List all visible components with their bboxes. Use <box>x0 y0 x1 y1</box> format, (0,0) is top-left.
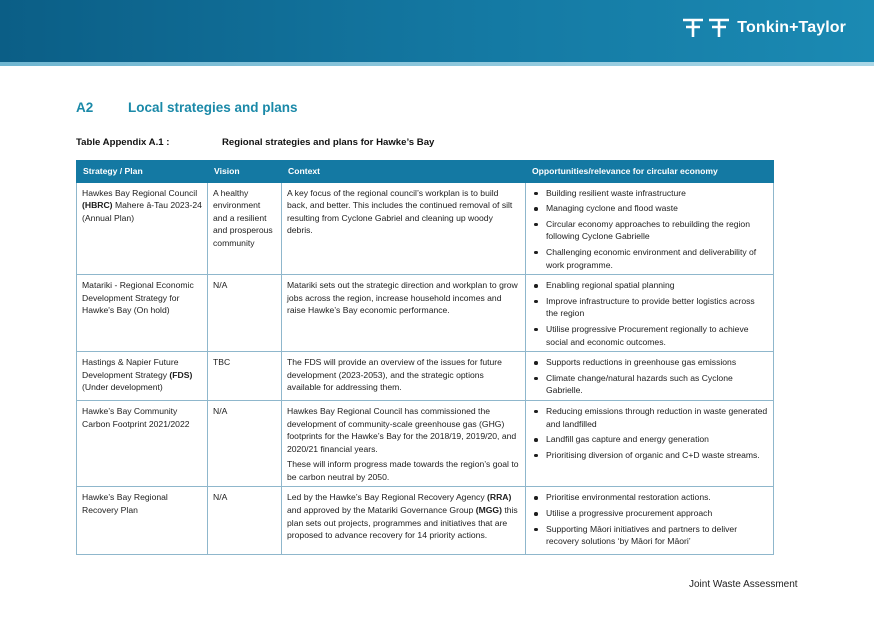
opportunities-cell <box>526 487 774 555</box>
list-item: Utilise progressive Procurement regionally to achieve social and economic outcomes. <box>531 323 768 348</box>
vision-cell: N/A <box>208 400 282 487</box>
list-item: Circular economy approaches to rebuilding the region following Cyclone Gabrielle <box>531 218 768 243</box>
vision-cell: N/A <box>208 487 282 555</box>
plan-cell: Hastings & Napier Future Development Strategy (FDS) (Under development) <box>77 352 208 401</box>
list-item: Improve infrastructure to provide better logistics across the region <box>531 295 768 320</box>
column-header: Context <box>282 161 526 183</box>
vision-cell: A healthy environment and a resilient and prosperous community <box>208 182 282 275</box>
column-header: Strategy / Plan <box>77 161 208 183</box>
section-number: A2 <box>76 100 94 115</box>
table-row <box>77 352 774 401</box>
context-cell: Hawkes Bay Regional Council has commissioned the development of community-scale greenhouse gas (GHG) footprints for the Hawke’s Bay for the 2018/19, 2019/20, and 2020/21 financial years. These will inform progress made towards the region’s goal to be carbon neutral by 2050. <box>282 400 526 487</box>
table-row <box>77 400 774 487</box>
list-item: Prioritise environmental restoration actions. <box>531 491 768 504</box>
plan-cell: Hawke’s Bay Regional Recovery Plan <box>77 487 208 555</box>
list-item: Supports reductions in greenhouse gas emissions <box>531 356 768 369</box>
list-item: Landfill gas capture and energy generation <box>531 433 768 446</box>
header-accent-strip <box>0 62 874 66</box>
table-row <box>77 487 774 555</box>
list-item: Reducing emissions through reduction in waste generated and landfilled <box>531 405 768 430</box>
footer-text: Joint Waste Assessment <box>689 579 798 590</box>
plan-cell: Hawkes Bay Regional Council (HBRC) Mahere ā-Tau 2023-24 (Annual Plan) <box>77 182 208 275</box>
list-item: Challenging economic environment and deliverability of work programme. <box>531 246 768 271</box>
tt-monogram-icon <box>681 17 731 39</box>
vision-cell: TBC <box>208 352 282 401</box>
list-item: Enabling regional spatial planning <box>531 279 768 292</box>
list-item: Climate change/natural hazards such as Cyclone Gabrielle. <box>531 372 768 397</box>
section-heading <box>76 100 298 115</box>
table-header-row <box>77 161 774 183</box>
caption-title: Regional strategies and plans for Hawke’s Bay <box>222 137 435 148</box>
plan-cell: Matariki - Regional Economic Development Strategy for Hawke's Bay (On hold) <box>77 275 208 352</box>
column-header: Opportunities/relevance for circular economy <box>526 161 774 183</box>
plan-cell: Hawke’s Bay Community Carbon Footprint 2021/2022 <box>77 400 208 487</box>
table-row <box>77 275 774 352</box>
caption-label: Table Appendix A.1 : <box>76 137 170 148</box>
table-row <box>77 182 774 275</box>
column-header: Vision <box>208 161 282 183</box>
opportunities-cell <box>526 275 774 352</box>
list-item: Building resilient waste infrastructure <box>531 187 768 200</box>
context-cell: Matariki sets out the strategic direction and workplan to grow jobs across the region, increase household incomes and raise Hawke’s Bay economic performance. <box>282 275 526 352</box>
opportunities-cell <box>526 182 774 275</box>
list-item: Managing cyclone and flood waste <box>531 202 768 215</box>
list-item: Supporting Māori initiatives and partners to deliver recovery solutions ‘by Māori for Māori’ <box>531 523 768 548</box>
list-item: Utilise a progressive procurement approach <box>531 507 768 520</box>
list-item: Prioritising diversion of organic and C+D waste streams. <box>531 449 768 462</box>
strategies-table <box>76 160 774 555</box>
context-cell: Led by the Hawke’s Bay Regional Recovery Agency (RRA) and approved by the Matariki Governance Group (MGG) this plan sets out projects, programmes and initiatives that are proposed to advance recovery for 14 priority actions. <box>282 487 526 555</box>
opportunities-cell <box>526 400 774 487</box>
opportunities-cell <box>526 352 774 401</box>
company-logo <box>681 15 846 41</box>
logo-text: Tonkin+Taylor <box>737 19 846 36</box>
context-cell: The FDS will provide an overview of the issues for future development (2023-2053), and the strategic options available for addressing them. <box>282 352 526 401</box>
table-caption <box>76 137 434 148</box>
context-cell: A key focus of the regional council’s workplan is to build back, and better. This includes the continued removal of silt resulting from Cyclone Gabriel and cleaning up woody debris. <box>282 182 526 275</box>
vision-cell: N/A <box>208 275 282 352</box>
section-title: Local strategies and plans <box>128 100 298 115</box>
